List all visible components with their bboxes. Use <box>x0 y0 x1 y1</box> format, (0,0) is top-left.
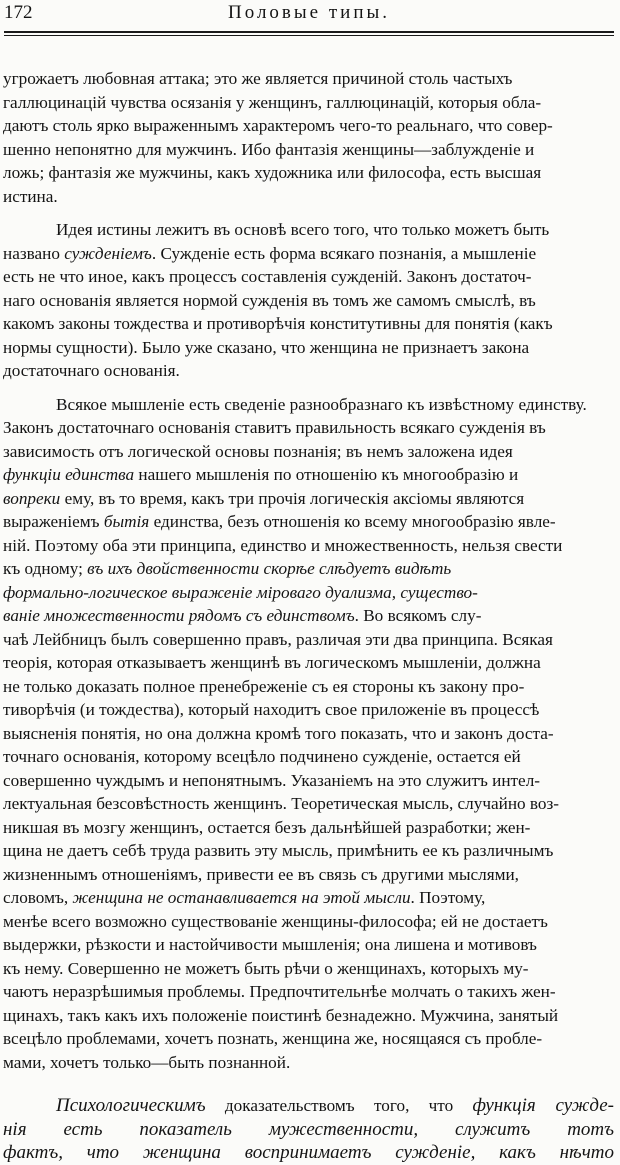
paragraph-3 <box>3 393 614 1075</box>
emphasized-text: бытія <box>103 512 150 531</box>
header-rule-thin <box>4 35 614 36</box>
text-line <box>3 465 518 484</box>
text-run: чаютъ неразрѣшимыя проблемы. Предпочтительнѣе молчать о такихъ жен- <box>3 982 556 1001</box>
text-run: жизненнымъ отношеніямъ, привести ее въ связь съ другими мыслями, <box>3 864 519 884</box>
text-line <box>3 724 554 743</box>
text-line <box>56 1096 614 1115</box>
text-line <box>3 244 536 263</box>
paragraph-1 <box>3 67 614 208</box>
text-line <box>3 442 513 461</box>
text-line <box>3 653 541 672</box>
text-run: къ одному; <box>3 559 88 578</box>
page-header <box>4 0 614 26</box>
text-run: истина. <box>3 186 58 206</box>
text-run: всецѣло проблемами, хочетъ познать, женщина же, носящаяся съ пробле- <box>3 1029 543 1048</box>
text-line <box>3 140 534 159</box>
text-line <box>3 794 559 813</box>
text-line <box>3 93 541 112</box>
text-line <box>3 677 524 696</box>
text-run: точнаго основанія, которому всецѣло подчинено сужденіе, остается ей <box>3 747 521 766</box>
text-line <box>3 959 529 978</box>
text-line <box>3 606 481 625</box>
text-line <box>3 291 536 310</box>
text-run: угрожаетъ любовная аттака; это же является причиной столь частыхъ <box>3 69 513 88</box>
text-run: шенно непонятно для мужчинъ. Ибо фантазія женщины—заблужденіе и <box>3 139 535 159</box>
text-run: щина не даетъ себѣ труда развить эту мысль, примѣнить ее къ различнымъ <box>3 841 554 860</box>
text-line <box>3 116 553 135</box>
text-line <box>3 361 180 380</box>
text-line <box>3 163 541 182</box>
text-line <box>3 314 553 333</box>
emphasized-text: Психологическимъ <box>56 1095 206 1116</box>
emphasized-text: въ ихъ двойственности скорѣе слѣдуетъ видѣть <box>87 559 452 578</box>
text-line <box>3 841 553 860</box>
text-run: мами, хочетъ только—быть познанной. <box>3 1052 291 1072</box>
emphasized-text: формально-логическое выраженіе міроваго дуализма, существо- <box>3 582 478 602</box>
text-run: нашего мышленія по отношенію къ многообразію и <box>134 465 519 484</box>
text-run: наго основанія является нормой сужденія въ томъ же самомъ смыслѣ, въ <box>3 290 536 310</box>
text-line <box>3 418 546 437</box>
emphasized-text: фактъ, что женщина воспринимаетъ сужденіе, какъ нѣчто <box>3 1142 614 1163</box>
emphasized-text: нія есть показатель мужественности, служитъ тотъ <box>3 1118 614 1140</box>
paragraph-4 <box>3 1094 614 1165</box>
text-run: галлюцинацій чувства осязанія у женщинъ, галлюцинацій, которыя обла- <box>3 92 542 112</box>
text-line <box>3 935 537 954</box>
paragraph-2 <box>3 218 614 383</box>
text-line <box>3 187 58 206</box>
text-line <box>3 771 540 790</box>
text-run: менѣе всего возможно существованіе женщины-философа; ей не достаетъ <box>3 911 548 931</box>
text-run: Всякое мышленіе есть сведеніе разнообразнаго къ извѣстному единству. <box>56 394 587 414</box>
text-run: даютъ столь ярко выраженнымъ характеромъ чего-то реальнаго, что совер- <box>3 116 553 135</box>
emphasized-text: функціи единства <box>3 465 135 484</box>
text-line <box>3 512 556 531</box>
page-number: 172 <box>4 2 33 23</box>
text-line <box>3 912 548 931</box>
text-run: щинахъ, такъ какъ ихъ положеніе поистинѣ безнадежно. Мужчина, занятый <box>3 1005 559 1025</box>
text-run: единства, безъ отношенія ко всему многообразію явле- <box>149 512 556 531</box>
text-line <box>3 1006 558 1025</box>
header-rule-thick <box>4 31 614 33</box>
text-run: достаточнаго основанія. <box>3 361 180 380</box>
text-run: къ нему. Совершенно не можетъ быть рѣчи о женщинахъ, которыхъ му- <box>3 958 529 978</box>
text-run: никшая въ мозгу женщинъ, остается безъ дальнѣйшей разработки; жен- <box>3 817 531 837</box>
text-line <box>3 630 553 649</box>
text-run: выдержки, рѣзкости и настойчивости мышленія; она лишена и мотивовъ <box>3 935 537 954</box>
text-line <box>3 559 451 578</box>
body-text <box>3 67 614 1165</box>
text-line <box>3 700 539 719</box>
text-line <box>3 888 485 907</box>
text-line <box>3 69 512 88</box>
text-run: . Сужденіе есть форма всякаго познанія, а мышленіе <box>151 243 537 263</box>
text-line <box>56 395 587 414</box>
text-line <box>3 818 530 837</box>
text-run: зависимость отъ логической основы познанія; въ немъ заложена идея <box>3 441 513 461</box>
text-line <box>3 982 556 1001</box>
emphasized-text: женщина не останавливается на этой мысли <box>72 888 411 907</box>
text-run: лектуальная безсовѣстность женщинъ. Теоретическая мысль, случайно воз- <box>3 794 560 813</box>
text-line <box>3 747 521 766</box>
text-run: выраженіемъ <box>3 512 104 531</box>
text-run: есть не что иное, какъ процессъ составленія сужденій. Законъ достаточ- <box>3 267 532 286</box>
text-line <box>3 267 532 286</box>
text-run: словомъ, <box>3 888 73 907</box>
emphasized-text: сужденіемъ <box>64 243 152 263</box>
emphasized-text: вопреки <box>3 488 61 508</box>
text-line <box>3 1053 290 1072</box>
text-line <box>3 1120 614 1139</box>
text-run: ему, въ то время, какъ три прочія логическія аксіомы являются <box>60 488 525 508</box>
emphasized-text: функція сужде- <box>472 1095 614 1116</box>
text-run: совершенно чуждымъ и непонятнымъ. Указаніемъ на это служитъ интел- <box>3 770 540 790</box>
text-run: ній. Поэтому оба эти принципа, единство и множественность, нельзя свести <box>3 535 563 555</box>
text-line <box>56 220 549 239</box>
text-run: не только доказать полное пренебреженіе съ ея стороны къ закону про- <box>3 676 525 696</box>
text-line <box>3 865 519 884</box>
text-run: . Поэтому, <box>410 888 486 907</box>
text-line <box>3 536 562 555</box>
text-line <box>3 489 524 508</box>
text-run: теорія, которая отказываетъ женщинѣ въ логическомъ мышленіи, должна <box>3 653 541 672</box>
text-run: Идея истины лежитъ въ основѣ всего того, что только можетъ быть <box>56 220 550 239</box>
running-title: Половые типы. <box>227 2 391 23</box>
text-line <box>3 338 529 357</box>
text-run: ложь; фантазія же мужчины, какъ художника или философа, есть высшая <box>3 163 542 182</box>
text-line <box>3 1029 542 1048</box>
emphasized-text: ваніе множественности рядомъ съ единствомъ <box>3 606 355 625</box>
text-run: доказательствомъ того, что <box>205 1096 473 1115</box>
text-run: . Во всякомъ слу- <box>354 606 482 625</box>
text-run: Законъ достаточнаго основанія ставитъ правильность всякаго сужденія въ <box>3 418 546 437</box>
text-run: нормы сущности). Было уже сказано, что женщина не признаетъ закона <box>3 337 530 357</box>
text-line <box>3 583 478 602</box>
text-run: какомъ законы тождества и противорѣчія конститутивны для понятія (какъ <box>3 314 553 333</box>
text-run: тиворѣчія (и тождества), который находитъ свое приложеніе въ процессѣ <box>3 700 540 719</box>
text-run: чаѣ Лейбницъ былъ совершенно правъ, различая эти два принципа. Всякая <box>3 629 553 649</box>
text-run: выясненія понятія, но она должна кромѣ того показать, что и законъ доста- <box>3 723 554 743</box>
text-run: названо <box>3 243 65 263</box>
text-line <box>3 1143 614 1162</box>
